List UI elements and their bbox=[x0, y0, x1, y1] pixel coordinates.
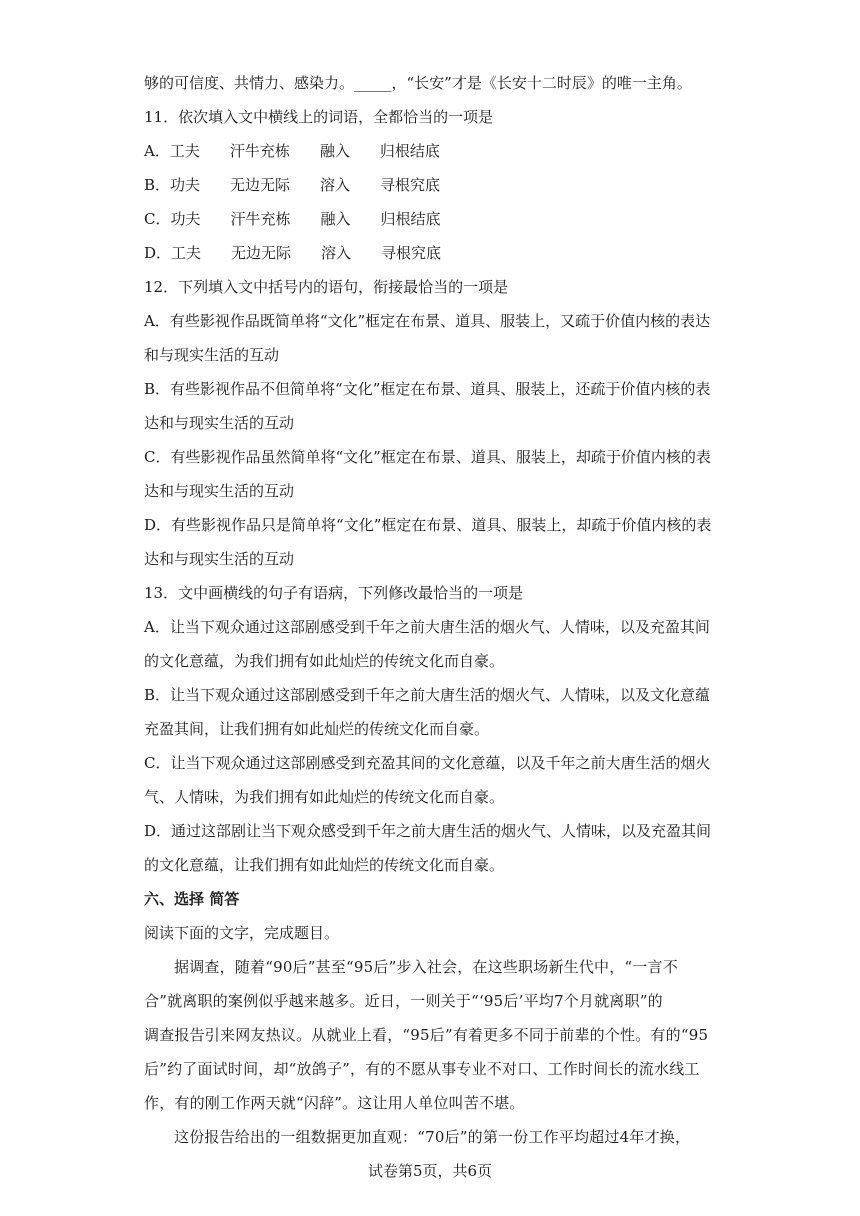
question-11-option-d: D．工夫 无边无际 溶入 寻根究底 bbox=[144, 244, 442, 262]
question-12-option-d: D．有些影视作品只是简单将“文化”框定在布景、道具、服装上，却疏于价值内核的表 bbox=[144, 516, 712, 534]
question-13-stem: 13．文中画横线的句子有语病，下列修改最恰当的一项是 bbox=[144, 584, 524, 602]
passage-line: 合”就离职的案例似乎越来越多。近日，一则关于“‘95后’平均7个月就离职”的 bbox=[144, 992, 663, 1010]
text-line: 够的可信度、共情力、感染力。_____，“长安”才是《长安十二时辰》的唯一主角。 bbox=[144, 74, 692, 92]
question-12-option-c: C．有些影视作品虽然简单将“文化”框定在布景、道具、服装上，却疏于价值内核的表 bbox=[144, 448, 711, 466]
passage-line: 后”约了面试时间，却“放鸽子”，有的不愿从事专业不对口、工作时间长的流水线工 bbox=[144, 1060, 700, 1078]
question-12-option-a: A．有些影视作品既简单将“文化”框定在布景、道具、服装上，又疏于价值内核的表达 bbox=[144, 312, 711, 330]
passage-line: 作，有的刚工作两天就“闪辞”。这让用人单位叫苦不堪。 bbox=[144, 1094, 525, 1112]
question-12-option-d-cont: 达和与现实生活的互动 bbox=[144, 550, 295, 568]
passage-line: 据调查，随着“90后”甚至“95后”步入社会，在这些职场新生代中，“一言不 bbox=[174, 958, 678, 976]
question-12-option-a-cont: 和与现实生活的互动 bbox=[144, 346, 280, 364]
question-12-option-b: B．有些影视作品不但简单将“文化”框定在布景、道具、服装上，还疏于价值内核的表 bbox=[144, 380, 711, 398]
question-13-option-c: C．让当下观众通过这部剧感受到充盈其间的文化意蕴，以及千年之前大唐生活的烟火 bbox=[144, 754, 711, 772]
question-11-stem: 11．依次填入文中横线上的词语，全都恰当的一项是 bbox=[144, 108, 494, 126]
reading-instruction: 阅读下面的文字，完成题目。 bbox=[144, 924, 340, 942]
question-13-option-c-cont: 气、人情味，为我们拥有如此灿烂的传统文化而自豪。 bbox=[144, 788, 505, 806]
question-13-option-a-cont: 的文化意蕴，为我们拥有如此灿烂的传统文化而自豪。 bbox=[144, 652, 505, 670]
question-13-option-b-cont: 充盈其间，让我们拥有如此灿烂的传统文化而自豪。 bbox=[144, 720, 490, 738]
question-11-option-a: A．工夫 汗牛充栋 融入 归根结底 bbox=[144, 142, 440, 160]
passage-line: 这份报告给出的一组数据更加直观：“70后”的第一份工作平均超过4年才换， bbox=[174, 1128, 691, 1146]
question-13-option-a: A．让当下观众通过这部剧感受到千年之前大唐生活的烟火气、人情味，以及充盈其间 bbox=[144, 618, 710, 636]
question-11-option-c: C．功夫 汗牛充栋 融入 归根结底 bbox=[144, 210, 441, 228]
page-footer: 试卷第5页，共6页 bbox=[367, 1162, 493, 1180]
question-13-option-d-cont: 的文化意蕴，让我们拥有如此灿烂的传统文化而自豪。 bbox=[144, 856, 505, 874]
passage-line: 调查报告引来网友热议。从就业上看，“95后”有着更多不同于前辈的个性。有的“95 bbox=[144, 1026, 709, 1044]
question-12-option-b-cont: 达和与现实生活的互动 bbox=[144, 414, 295, 432]
question-13-option-d: D．通过这部剧让当下观众感受到千年之前大唐生活的烟火气、人情味，以及充盈其间 bbox=[144, 822, 712, 840]
question-12-stem: 12．下列填入文中括号内的语句，衔接最恰当的一项是 bbox=[144, 278, 509, 296]
question-11-option-b: B．功夫 无边无际 溶入 寻根究底 bbox=[144, 176, 441, 194]
question-13-option-b: B．让当下观众通过这部剧感受到千年之前大唐生活的烟火气、人情味，以及文化意蕴 bbox=[144, 686, 711, 704]
question-12-option-c-cont: 达和与现实生活的互动 bbox=[144, 482, 295, 500]
section-heading: 六、选择 简答 bbox=[144, 890, 240, 908]
